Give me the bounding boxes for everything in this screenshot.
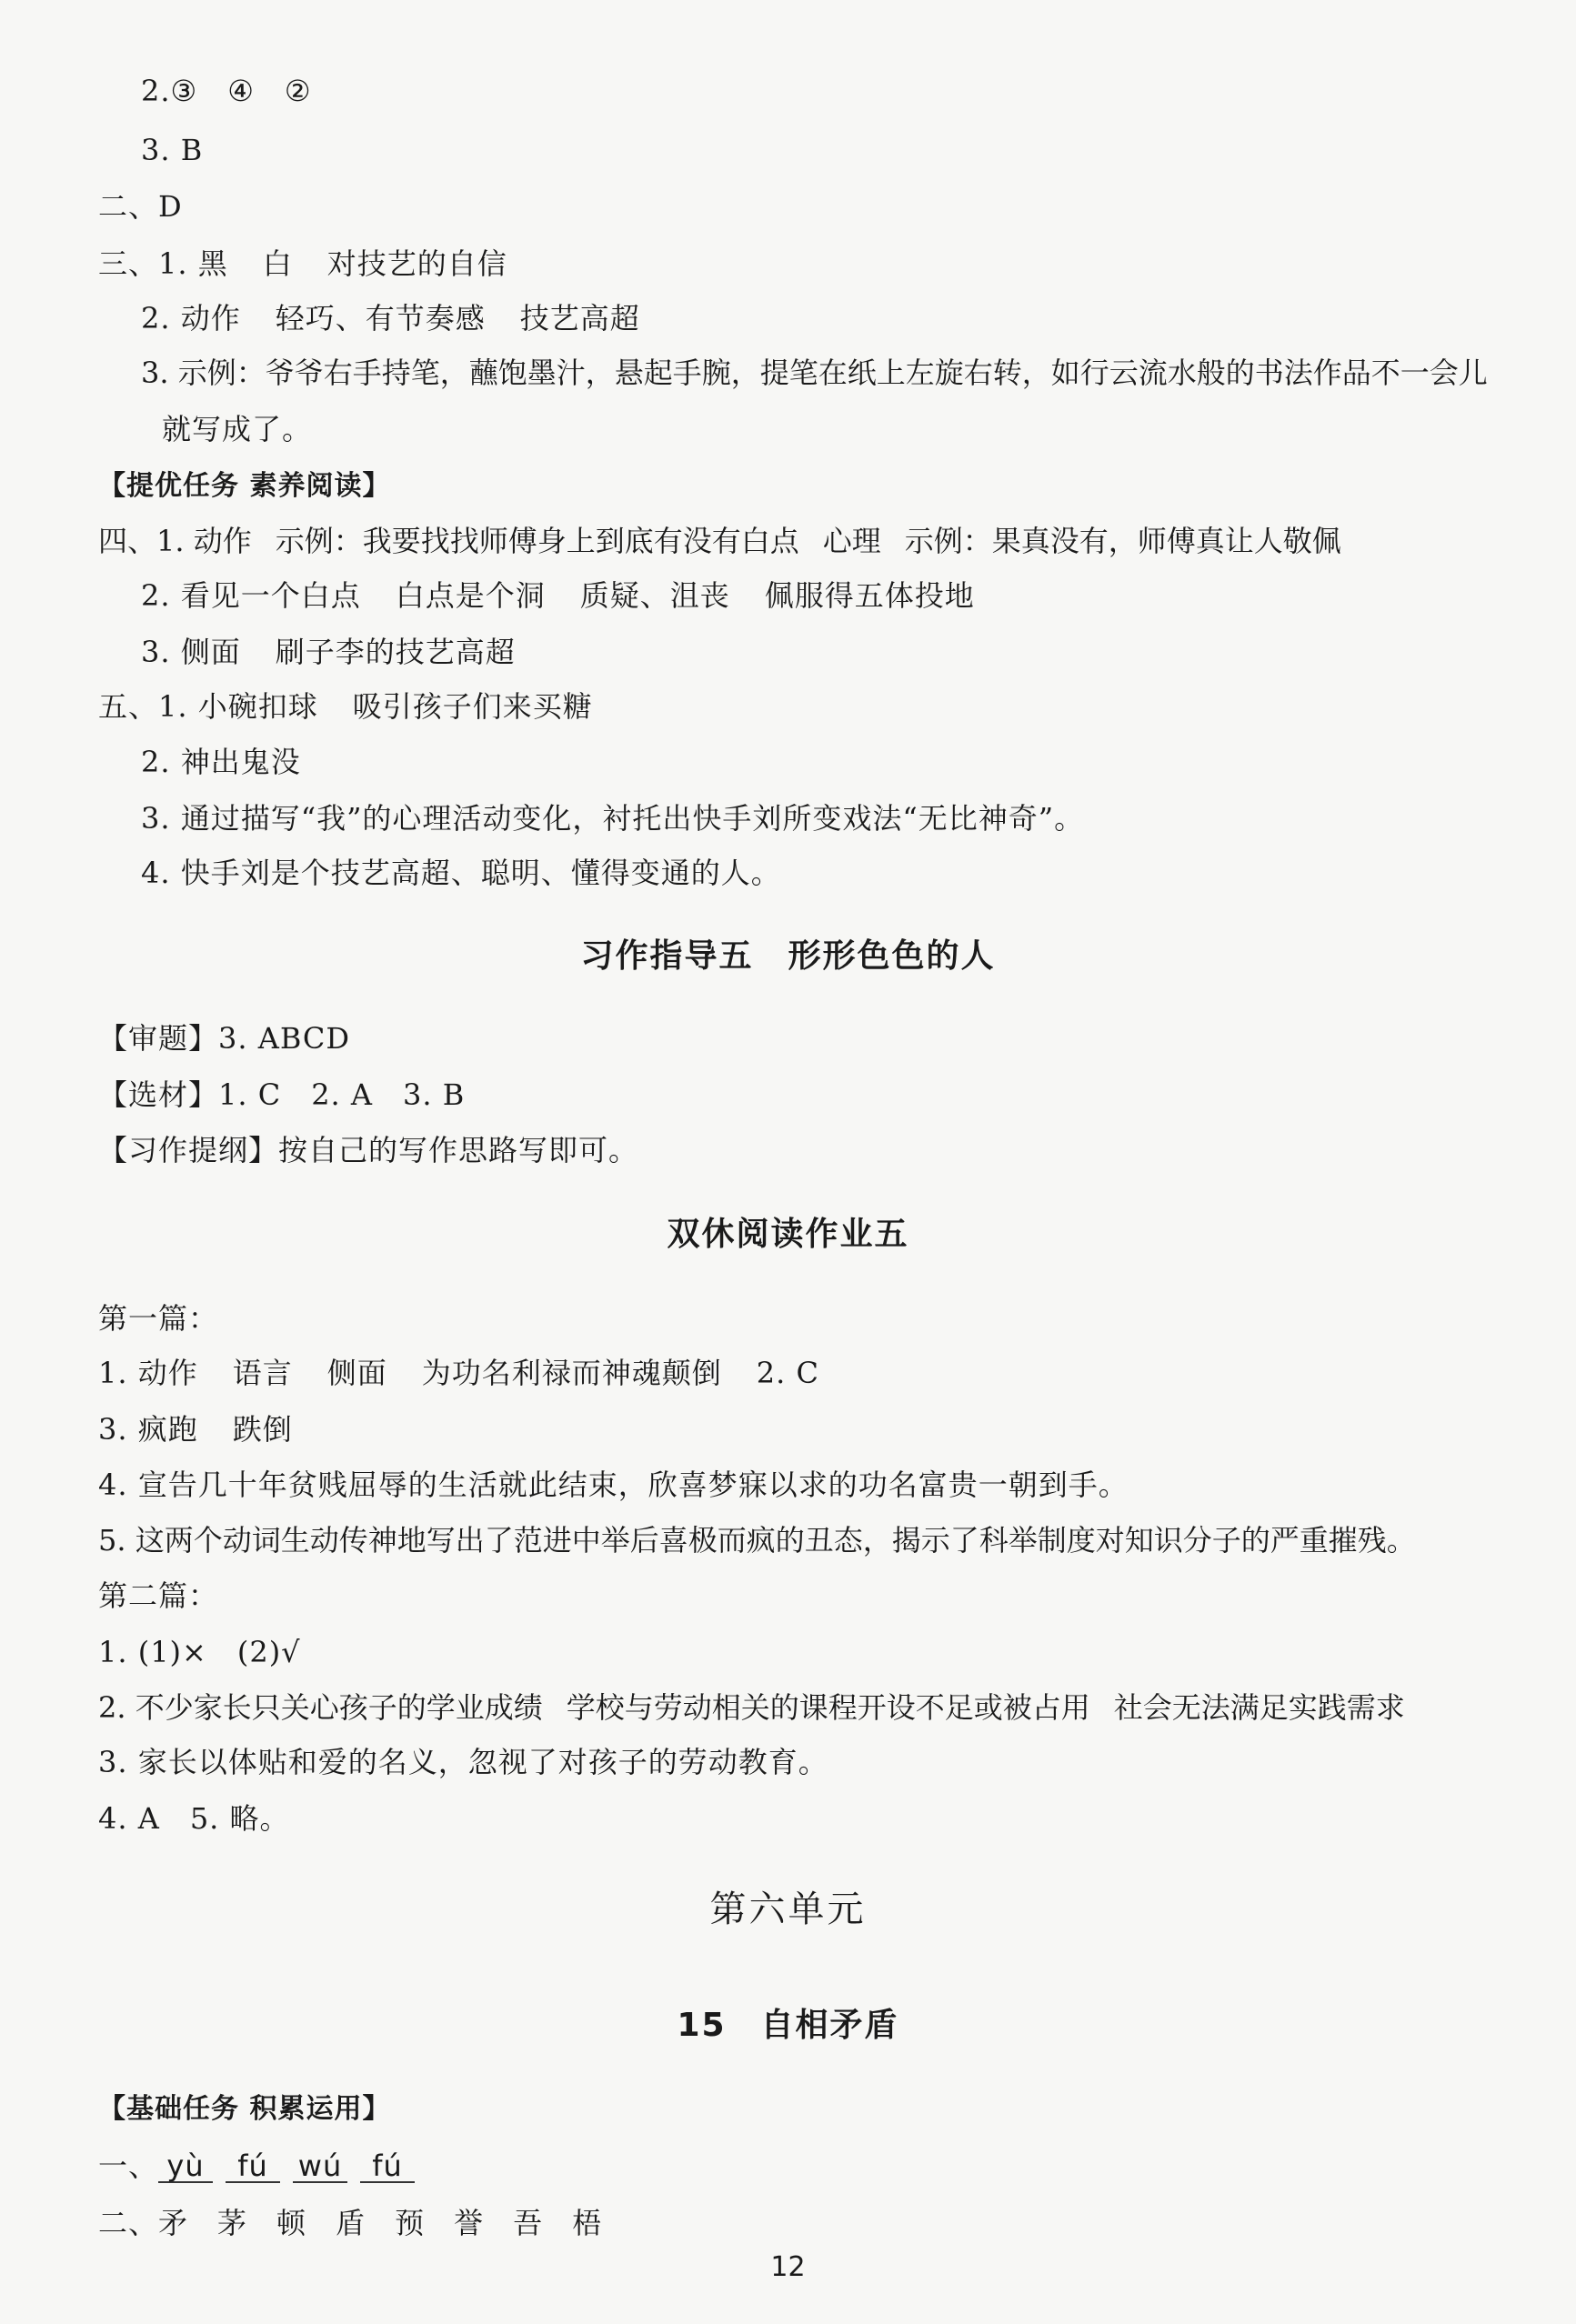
- section-tag: 【基础任务 积累运用】: [98, 2093, 391, 2125]
- answer-line: [141, 634, 516, 670]
- character-answer: 顿: [276, 2206, 307, 2240]
- answer-part: 技艺高超: [519, 301, 640, 336]
- answer-part: 跌倒: [232, 1412, 293, 1447]
- answer-part: 三、1. 黑: [98, 246, 228, 281]
- answer-line: 二、D: [98, 189, 183, 224]
- answer-part: 2. 动作: [141, 301, 241, 336]
- character-answer: 吾: [513, 2206, 544, 2240]
- answer-line: [98, 1355, 819, 1391]
- character-answer: 预: [395, 2206, 426, 2240]
- section-heading: 双休阅读作业五: [667, 1216, 909, 1253]
- answer-part: 语言: [232, 1356, 293, 1390]
- answer-line: 2. 神出鬼没: [141, 745, 301, 779]
- answer-part: 白点是个洞: [395, 578, 546, 613]
- answer-line: [98, 688, 593, 725]
- answer-line: [141, 577, 975, 614]
- answer-line: 5. 这两个动词生动传神地写出了范进中举后喜极而疯的丑态，揭示了科举制度对知识分子的严重摧残。: [98, 1523, 1416, 1558]
- answer-part: 对技艺的自信: [326, 246, 507, 281]
- passage-title: 第二篇：: [98, 1578, 219, 1613]
- answer-line: [98, 1411, 293, 1447]
- answer-line: 1. (1)× (2)√: [98, 1635, 301, 1669]
- answer-part: 佩服得五体投地: [764, 578, 975, 613]
- answer-line: [98, 523, 1341, 559]
- answer-part: 刷子李的技艺高超: [275, 635, 516, 669]
- answer-line: 2.③ ④ ②: [141, 74, 312, 108]
- answer-line: 4. 宣告几十年贫贱屈辱的生活就此结束，欣喜梦寐以求的功名富贵一朝到手。: [98, 1468, 1129, 1502]
- answer-part: 侧面: [326, 1356, 387, 1390]
- character-line: [98, 2205, 631, 2241]
- answer-line: [141, 300, 640, 336]
- answer-line: 3. 通过描写“我”的心理活动变化，衬托出快手刘所变戏法“无比神奇”。: [141, 801, 1085, 836]
- question-number: 一、: [98, 2149, 159, 2183]
- answer-line: 3. 家长以体贴和爱的名义，忽视了对孩子的劳动教育。: [98, 1745, 828, 1779]
- unit-heading: 第六单元: [709, 1888, 867, 1930]
- answer-part: 1. 动作: [98, 1356, 198, 1390]
- pinyin-answer: wú: [293, 2150, 347, 2183]
- pinyin-line: [98, 2148, 427, 2184]
- page-number: 12: [770, 2251, 806, 2283]
- answer-line: 3. 示例：爷爷右手持笔，蘸饱墨汁，悬起手腕，提笔在纸上左旋右转，如行云流水般的书法作品不一会儿: [141, 356, 1488, 390]
- answer-line: 就写成了。: [162, 412, 313, 446]
- character-answer: 盾: [336, 2206, 366, 2240]
- answer-part: 白: [262, 246, 293, 281]
- answer-line: 3. B: [141, 133, 204, 167]
- answer-part: 2. C: [756, 1356, 819, 1390]
- answer-part: 学校与劳动相关的课程开设不足或被占用: [566, 1690, 1090, 1725]
- answer-line: [98, 1689, 1405, 1726]
- answer-part: 质疑、沮丧: [579, 578, 730, 613]
- answer-part: 社会无法满足实践需求: [1113, 1690, 1405, 1725]
- answer-part: 3. 疯跑: [98, 1412, 198, 1447]
- character-answer: 梧: [572, 2206, 603, 2240]
- answer-line: 4. A 5. 略。: [98, 1801, 290, 1836]
- answer-part: 吸引孩子们来买糖: [352, 689, 593, 724]
- passage-title: 第一篇：: [98, 1301, 219, 1336]
- answer-line: 【习作提纲】按自己的写作思路写即可。: [98, 1133, 639, 1167]
- character-answer: 誉: [454, 2206, 485, 2240]
- section-heading: 习作指导五 形形色色的人: [580, 937, 996, 975]
- character-answer: 茅: [217, 2206, 248, 2240]
- answer-part: 五、1. 小碗扣球: [98, 689, 318, 724]
- pinyin-answer: yù: [158, 2150, 213, 2183]
- answer-line: [98, 245, 507, 282]
- answer-part: 为功名利禄而神魂颠倒: [421, 1356, 722, 1390]
- answer-part: 心理: [822, 524, 881, 558]
- character-answer: 矛: [158, 2206, 189, 2240]
- answer-line: 【选材】1. C 2. A 3. B: [98, 1077, 466, 1112]
- answer-part: 2. 不少家长只关心孩子的学业成绩: [98, 1690, 543, 1725]
- answer-part: 示例：我要找找师傅身上到底有没有白点: [275, 524, 799, 558]
- lesson-heading: 15 自相矛盾: [677, 2007, 899, 2044]
- answer-part: 2. 看见一个白点: [141, 578, 361, 613]
- answer-part: 轻巧、有节奏感: [275, 301, 486, 336]
- answer-part: 四、1. 动作: [98, 524, 252, 558]
- answer-line: 4. 快手刘是个技艺高超、聪明、懂得变通的人。: [141, 856, 781, 890]
- answer-line: 【审题】3. ABCD: [98, 1021, 351, 1056]
- answer-part: 3. 侧面: [141, 635, 241, 669]
- section-tag: 【提优任务 素养阅读】: [98, 470, 391, 502]
- pinyin-answer: fú: [360, 2150, 415, 2183]
- pinyin-answer: fú: [226, 2150, 280, 2183]
- answer-part: 示例：果真没有，师傅真让人敬佩: [904, 524, 1341, 558]
- question-number: 二、: [98, 2206, 159, 2240]
